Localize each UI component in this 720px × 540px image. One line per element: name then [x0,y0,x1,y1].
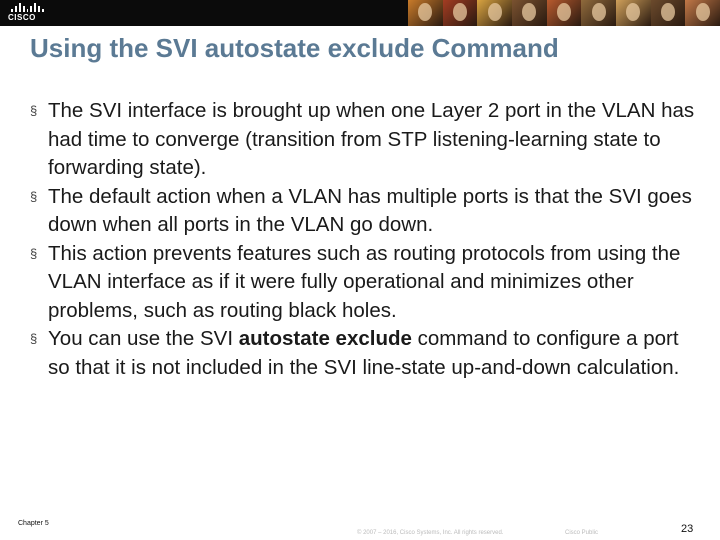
header-photo [651,0,686,26]
classification-label: Cisco Public [565,530,599,536]
bullet-text-after: command to configure a port so that it is not included in the SVI line-state up-and-down calculation. [48,327,680,379]
bullet-marker: § [30,103,38,118]
header-photo [547,0,582,26]
person-face-icon [522,3,536,21]
header-photo [512,0,547,26]
bullet-item [30,97,700,183]
person-face-icon [626,3,640,21]
photo-strip [408,0,720,26]
header-photo [581,0,616,26]
copyright-notice: © 2007 – 2016, Cisco Systems, Inc. All rights reserved. [357,530,504,536]
header-photo [443,0,478,26]
header-photo [408,0,443,26]
bullet-marker: § [30,245,38,261]
cisco-bridge-icon [11,3,44,12]
bullet-item [30,325,700,382]
bullet-item [30,240,700,326]
header-photo [616,0,651,26]
logo-text: CISCO [8,13,36,22]
header-bar [0,0,720,26]
bullet-text: This action prevents features such as routing protocols from using the VLAN interface as if it were fully operational and minimizes other problems, such as routing black holes. [48,241,681,322]
bullet-marker: § [30,188,38,204]
person-face-icon [418,3,432,21]
bullet-list [30,97,700,382]
person-face-icon [592,3,606,21]
bullet-text: The SVI interface is brought up when one Layer 2 port in the VLAN has had time to converge (transition from STP listening-learning state to forwarding state). [48,99,695,179]
page-number: 23 [681,523,694,535]
slide-title: Using the SVI autostate exclude Command [30,33,559,63]
person-face-icon [661,3,675,21]
header-photo [477,0,512,26]
person-face-icon [557,3,571,21]
header-photo [685,0,720,26]
person-face-icon [453,3,467,21]
bullet-marker: § [30,331,38,346]
bullet-text: The default action when a VLAN has multiple ports is that the SVI goes down when all ports in the VLAN go down. [48,184,692,236]
person-face-icon [696,3,710,21]
cisco-logo [8,3,44,23]
chapter-label: Chapter 5 [18,520,49,527]
person-face-icon [488,3,502,21]
bullet-text-before: You can use the SVI [48,327,239,350]
command-keyword: autostate exclude [238,327,412,350]
bullet-item [30,183,700,240]
